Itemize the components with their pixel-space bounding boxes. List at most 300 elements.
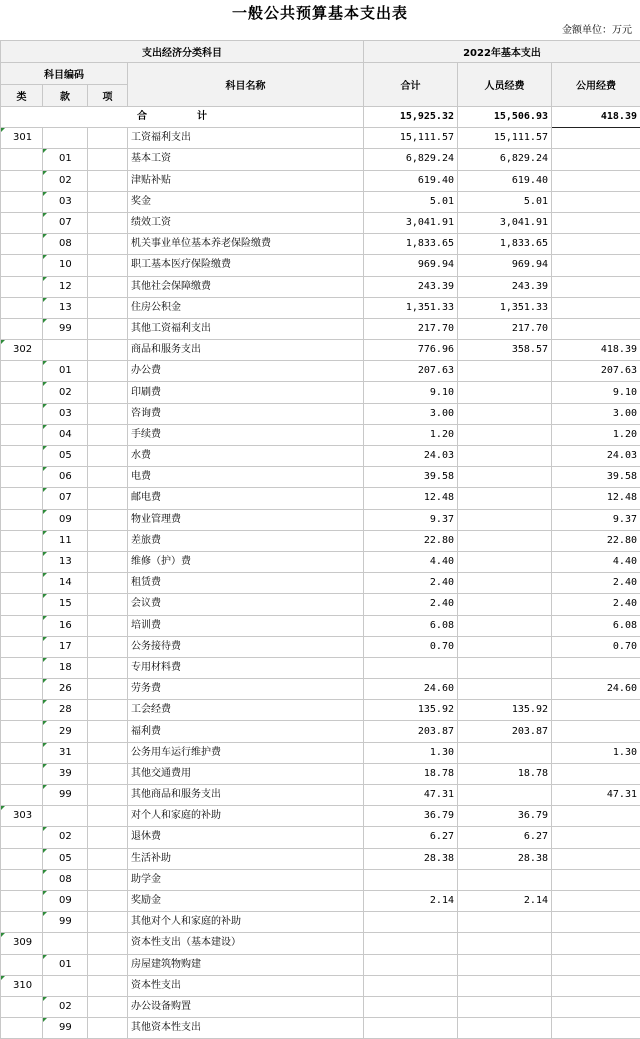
header-year-expense: 2022年基本支出: [364, 41, 640, 63]
cell-subject-name: 办公费: [128, 361, 364, 382]
cell-subject-name: 其他工资福利支出: [128, 318, 364, 339]
cell-public-use: 2.40: [552, 594, 640, 615]
cell-personnel: [458, 912, 552, 933]
cell-personnel: 28.38: [458, 848, 552, 869]
cell-personnel: [458, 424, 552, 445]
cell-total: [364, 975, 458, 996]
cell-public-use: [552, 700, 640, 721]
table-row: [1, 403, 640, 424]
cell-total: [364, 912, 458, 933]
cell-xiang: [88, 424, 128, 445]
cell-xiang: [88, 848, 128, 869]
cell-lei: [1, 297, 43, 318]
cell-total: 969.94: [364, 255, 458, 276]
cell-xiang: [88, 212, 128, 233]
cell-subject-name: 商品和服务支出: [128, 340, 364, 361]
cell-kuan: 31: [43, 742, 88, 763]
cell-public-use: 6.08: [552, 615, 640, 636]
cell-total: [364, 954, 458, 975]
cell-public-use: [552, 763, 640, 784]
cell-subject-name: 对个人和家庭的补助: [128, 806, 364, 827]
cell-subject-name: 手续费: [128, 424, 364, 445]
cell-total: 207.63: [364, 361, 458, 382]
header-subject-code: 科目编码: [1, 63, 128, 85]
cell-xiang: [88, 467, 128, 488]
cell-total: 776.96: [364, 340, 458, 361]
cell-xiang: [88, 679, 128, 700]
cell-personnel: [458, 551, 552, 572]
cell-total: 2.14: [364, 890, 458, 911]
cell-personnel: [458, 446, 552, 467]
cell-xiang: [88, 827, 128, 848]
cell-xiang: [88, 297, 128, 318]
table-row: [1, 636, 640, 657]
cell-kuan: 39: [43, 763, 88, 784]
cell-lei: [1, 912, 43, 933]
cell-xiang: [88, 594, 128, 615]
cell-public-use: [552, 128, 640, 149]
cell-total: 3.00: [364, 403, 458, 424]
total-row: [1, 107, 640, 128]
cell-public-use: 39.58: [552, 467, 640, 488]
table-row: [1, 361, 640, 382]
cell-lei: [1, 763, 43, 784]
cell-kuan: 01: [43, 954, 88, 975]
cell-public-use: 9.10: [552, 382, 640, 403]
cell-lei: [1, 890, 43, 911]
cell-lei: [1, 848, 43, 869]
cell-subject-name: 水费: [128, 446, 364, 467]
table-row: [1, 848, 640, 869]
cell-kuan: 99: [43, 1018, 88, 1039]
cell-kuan: 02: [43, 382, 88, 403]
table-row: [1, 700, 640, 721]
cell-kuan: 99: [43, 912, 88, 933]
header-subject-name: 科目名称: [128, 63, 364, 107]
cell-xiang: [88, 234, 128, 255]
cell-lei: [1, 700, 43, 721]
table-row: [1, 827, 640, 848]
cell-personnel: 18.78: [458, 763, 552, 784]
cell-xiang: [88, 806, 128, 827]
cell-kuan: 01: [43, 361, 88, 382]
cell-personnel: 2.14: [458, 890, 552, 911]
table-row: [1, 340, 640, 361]
unit-label: 金额单位：万元: [562, 25, 632, 36]
table-row: [1, 297, 640, 318]
cell-subject-name: 公务接待费: [128, 636, 364, 657]
table-row: [1, 890, 640, 911]
cell-kuan: 26: [43, 679, 88, 700]
cell-personnel: [458, 530, 552, 551]
cell-personnel: 1,351.33: [458, 297, 552, 318]
cell-personnel: 203.87: [458, 721, 552, 742]
cell-subject-name: 住房公积金: [128, 297, 364, 318]
cell-public-use: 3.00: [552, 403, 640, 424]
cell-public-use: [552, 318, 640, 339]
cell-subject-name: 物业管理费: [128, 509, 364, 530]
cell-kuan: [43, 128, 88, 149]
cell-total: [364, 869, 458, 890]
cell-public-use: [552, 890, 640, 911]
cell-personnel: [458, 382, 552, 403]
cell-xiang: [88, 721, 128, 742]
cell-total: 6.08: [364, 615, 458, 636]
cell-total: 5.01: [364, 191, 458, 212]
cell-kuan: 12: [43, 276, 88, 297]
cell-subject-name: 会议费: [128, 594, 364, 615]
cell-lei: [1, 509, 43, 530]
table-row: [1, 467, 640, 488]
cell-lei: [1, 424, 43, 445]
cell-lei: [1, 212, 43, 233]
cell-subject-name: 电费: [128, 467, 364, 488]
cell-xiang: [88, 890, 128, 911]
cell-kuan: 01: [43, 149, 88, 170]
cell-lei: [1, 191, 43, 212]
page-title: 一般公共预算基本支出表: [231, 4, 408, 22]
cell-public-use: [552, 848, 640, 869]
cell-subject-name: 维修（护）费: [128, 551, 364, 572]
cell-lei: 310: [1, 975, 43, 996]
cell-public-use: [552, 933, 640, 954]
cell-personnel: 1,833.65: [458, 234, 552, 255]
cell-public-use: [552, 721, 640, 742]
cell-kuan: 09: [43, 890, 88, 911]
cell-subject-name: 咨询费: [128, 403, 364, 424]
cell-subject-name: 专用材料费: [128, 657, 364, 678]
cell-xiang: [88, 700, 128, 721]
table-row: [1, 869, 640, 890]
cell-public-use: [552, 996, 640, 1017]
cell-lei: [1, 276, 43, 297]
cell-kuan: 04: [43, 424, 88, 445]
table-row: [1, 446, 640, 467]
cell-total: 6,829.24: [364, 149, 458, 170]
cell-kuan: 16: [43, 615, 88, 636]
cell-xiang: [88, 170, 128, 191]
cell-total: 24.03: [364, 446, 458, 467]
cell-kuan: 02: [43, 827, 88, 848]
cell-subject-name: 机关事业单位基本养老保险缴费: [128, 234, 364, 255]
cell-lei: [1, 467, 43, 488]
cell-xiang: [88, 403, 128, 424]
cell-kuan: 02: [43, 996, 88, 1017]
total-public-use: 418.39: [552, 107, 640, 128]
cell-total: 619.40: [364, 170, 458, 191]
cell-personnel: 135.92: [458, 700, 552, 721]
table-row: [1, 806, 640, 827]
cell-total: [364, 933, 458, 954]
cell-personnel: [458, 657, 552, 678]
table-row: [1, 615, 640, 636]
cell-kuan: 28: [43, 700, 88, 721]
cell-personnel: 358.57: [458, 340, 552, 361]
header-econ-class: 支出经济分类科目: [1, 41, 364, 63]
cell-personnel: [458, 954, 552, 975]
cell-subject-name: 退休费: [128, 827, 364, 848]
cell-total: 9.37: [364, 509, 458, 530]
cell-subject-name: 其他对个人和家庭的补助: [128, 912, 364, 933]
cell-subject-name: 工资福利支出: [128, 128, 364, 149]
cell-xiang: [88, 128, 128, 149]
header-kuan: 款: [43, 85, 88, 107]
cell-total: [364, 996, 458, 1017]
cell-personnel: [458, 1018, 552, 1039]
cell-total: 12.48: [364, 488, 458, 509]
cell-public-use: 9.37: [552, 509, 640, 530]
cell-total: 9.10: [364, 382, 458, 403]
table-row: [1, 721, 640, 742]
cell-personnel: 969.94: [458, 255, 552, 276]
cell-personnel: [458, 636, 552, 657]
table-row: [1, 679, 640, 700]
cell-subject-name: 房屋建筑物购建: [128, 954, 364, 975]
cell-total: [364, 657, 458, 678]
cell-lei: [1, 446, 43, 467]
cell-xiang: [88, 340, 128, 361]
cell-kuan: [43, 806, 88, 827]
cell-total: 2.40: [364, 594, 458, 615]
cell-public-use: [552, 191, 640, 212]
cell-lei: [1, 255, 43, 276]
cell-lei: 309: [1, 933, 43, 954]
cell-kuan: 06: [43, 467, 88, 488]
header-public-use: 公用经费: [552, 63, 640, 107]
cell-xiang: [88, 954, 128, 975]
cell-subject-name: 资本性支出（基本建设）: [128, 933, 364, 954]
cell-public-use: 0.70: [552, 636, 640, 657]
cell-kuan: [43, 933, 88, 954]
cell-kuan: 07: [43, 488, 88, 509]
cell-kuan: 17: [43, 636, 88, 657]
cell-xiang: [88, 933, 128, 954]
cell-total: 47.31: [364, 785, 458, 806]
cell-xiang: [88, 509, 128, 530]
cell-subject-name: 劳务费: [128, 679, 364, 700]
cell-total: 203.87: [364, 721, 458, 742]
cell-lei: [1, 679, 43, 700]
cell-xiang: [88, 191, 128, 212]
cell-total: 22.80: [364, 530, 458, 551]
cell-lei: [1, 361, 43, 382]
cell-subject-name: 助学金: [128, 869, 364, 890]
cell-xiang: [88, 975, 128, 996]
cell-xiang: [88, 255, 128, 276]
cell-kuan: 05: [43, 848, 88, 869]
cell-public-use: [552, 297, 640, 318]
cell-kuan: 14: [43, 573, 88, 594]
cell-total: 28.38: [364, 848, 458, 869]
cell-public-use: [552, 234, 640, 255]
cell-public-use: [552, 806, 640, 827]
cell-xiang: [88, 615, 128, 636]
table-row: [1, 763, 640, 784]
cell-total: 18.78: [364, 763, 458, 784]
cell-subject-name: 奖金: [128, 191, 364, 212]
cell-lei: [1, 827, 43, 848]
cell-personnel: [458, 742, 552, 763]
table-row: [1, 424, 640, 445]
cell-xiang: [88, 361, 128, 382]
cell-xiang: [88, 276, 128, 297]
cell-subject-name: 租赁费: [128, 573, 364, 594]
cell-subject-name: 奖励金: [128, 890, 364, 911]
cell-public-use: 24.60: [552, 679, 640, 700]
cell-subject-name: 差旅费: [128, 530, 364, 551]
table-row: [1, 573, 640, 594]
cell-total: [364, 1018, 458, 1039]
cell-subject-name: 办公设备购置: [128, 996, 364, 1017]
table-row: [1, 996, 640, 1017]
cell-personnel: [458, 996, 552, 1017]
header-personnel: 人员经费: [458, 63, 552, 107]
cell-personnel: [458, 933, 552, 954]
cell-subject-name: 津贴补贴: [128, 170, 364, 191]
cell-xiang: [88, 912, 128, 933]
table-row: [1, 382, 640, 403]
table-row: [1, 318, 640, 339]
cell-lei: [1, 382, 43, 403]
cell-lei: [1, 403, 43, 424]
cell-public-use: [552, 149, 640, 170]
cell-total: 217.70: [364, 318, 458, 339]
cell-kuan: 13: [43, 551, 88, 572]
cell-subject-name: 其他社会保障缴费: [128, 276, 364, 297]
cell-kuan: 07: [43, 212, 88, 233]
cell-xiang: [88, 573, 128, 594]
table-row: [1, 212, 640, 233]
cell-personnel: [458, 573, 552, 594]
cell-kuan: 05: [43, 446, 88, 467]
cell-public-use: [552, 170, 640, 191]
cell-personnel: [458, 467, 552, 488]
cell-total: 1.30: [364, 742, 458, 763]
cell-total: 1,833.65: [364, 234, 458, 255]
cell-xiang: [88, 763, 128, 784]
table-body: [1, 107, 640, 1039]
cell-public-use: [552, 276, 640, 297]
cell-kuan: 02: [43, 170, 88, 191]
cell-lei: [1, 594, 43, 615]
cell-personnel: [458, 869, 552, 890]
cell-lei: [1, 149, 43, 170]
cell-lei: [1, 573, 43, 594]
cell-public-use: 1.30: [552, 742, 640, 763]
header-xiang: 项: [88, 85, 128, 107]
cell-personnel: 243.39: [458, 276, 552, 297]
cell-total: 15,111.57: [364, 128, 458, 149]
cell-xiang: [88, 551, 128, 572]
cell-public-use: [552, 212, 640, 233]
cell-lei: [1, 721, 43, 742]
cell-kuan: 08: [43, 234, 88, 255]
cell-personnel: [458, 361, 552, 382]
cell-total: 243.39: [364, 276, 458, 297]
cell-public-use: 2.40: [552, 573, 640, 594]
table-row: [1, 191, 640, 212]
cell-personnel: [458, 403, 552, 424]
cell-kuan: 08: [43, 869, 88, 890]
cell-personnel: [458, 615, 552, 636]
table-row: [1, 128, 640, 149]
cell-personnel: 36.79: [458, 806, 552, 827]
cell-subject-name: 其他商品和服务支出: [128, 785, 364, 806]
cell-subject-name: 公务用车运行维护费: [128, 742, 364, 763]
cell-total: 39.58: [364, 467, 458, 488]
header-lei: 类: [1, 85, 43, 107]
table-row: [1, 530, 640, 551]
cell-kuan: 03: [43, 191, 88, 212]
cell-xiang: [88, 657, 128, 678]
cell-personnel: 3,041.91: [458, 212, 552, 233]
cell-lei: 301: [1, 128, 43, 149]
cell-subject-name: 生活补助: [128, 848, 364, 869]
cell-total: 2.40: [364, 573, 458, 594]
cell-lei: [1, 954, 43, 975]
cell-personnel: [458, 785, 552, 806]
cell-xiang: [88, 1018, 128, 1039]
cell-xiang: [88, 742, 128, 763]
cell-subject-name: 其他资本性支出: [128, 1018, 364, 1039]
cell-personnel: [458, 679, 552, 700]
cell-personnel: 619.40: [458, 170, 552, 191]
cell-lei: [1, 488, 43, 509]
cell-subject-name: 资本性支出: [128, 975, 364, 996]
cell-subject-name: 福利费: [128, 721, 364, 742]
cell-total: 6.27: [364, 827, 458, 848]
cell-personnel: [458, 488, 552, 509]
cell-lei: [1, 318, 43, 339]
cell-lei: [1, 234, 43, 255]
cell-lei: [1, 636, 43, 657]
cell-xiang: [88, 318, 128, 339]
cell-personnel: [458, 594, 552, 615]
cell-total: 36.79: [364, 806, 458, 827]
table-row: [1, 170, 640, 191]
cell-public-use: [552, 912, 640, 933]
cell-kuan: 03: [43, 403, 88, 424]
table-row: [1, 954, 640, 975]
cell-xiang: [88, 785, 128, 806]
cell-lei: 303: [1, 806, 43, 827]
cell-xiang: [88, 996, 128, 1017]
cell-total: 4.40: [364, 551, 458, 572]
table-row: [1, 657, 640, 678]
budget-table: [0, 40, 640, 1039]
cell-public-use: [552, 975, 640, 996]
total-personnel: 15,506.93: [458, 107, 552, 128]
table-row: [1, 488, 640, 509]
cell-xiang: [88, 636, 128, 657]
cell-total: 135.92: [364, 700, 458, 721]
cell-personnel: 6.27: [458, 827, 552, 848]
table-row: [1, 594, 640, 615]
cell-public-use: 47.31: [552, 785, 640, 806]
cell-kuan: 99: [43, 785, 88, 806]
table-row: [1, 785, 640, 806]
cell-lei: [1, 657, 43, 678]
cell-personnel: [458, 975, 552, 996]
table-row: [1, 276, 640, 297]
cell-kuan: 29: [43, 721, 88, 742]
cell-public-use: [552, 954, 640, 975]
cell-personnel: 217.70: [458, 318, 552, 339]
cell-total: 1.20: [364, 424, 458, 445]
cell-subject-name: 培训费: [128, 615, 364, 636]
cell-kuan: 15: [43, 594, 88, 615]
cell-total: 1,351.33: [364, 297, 458, 318]
